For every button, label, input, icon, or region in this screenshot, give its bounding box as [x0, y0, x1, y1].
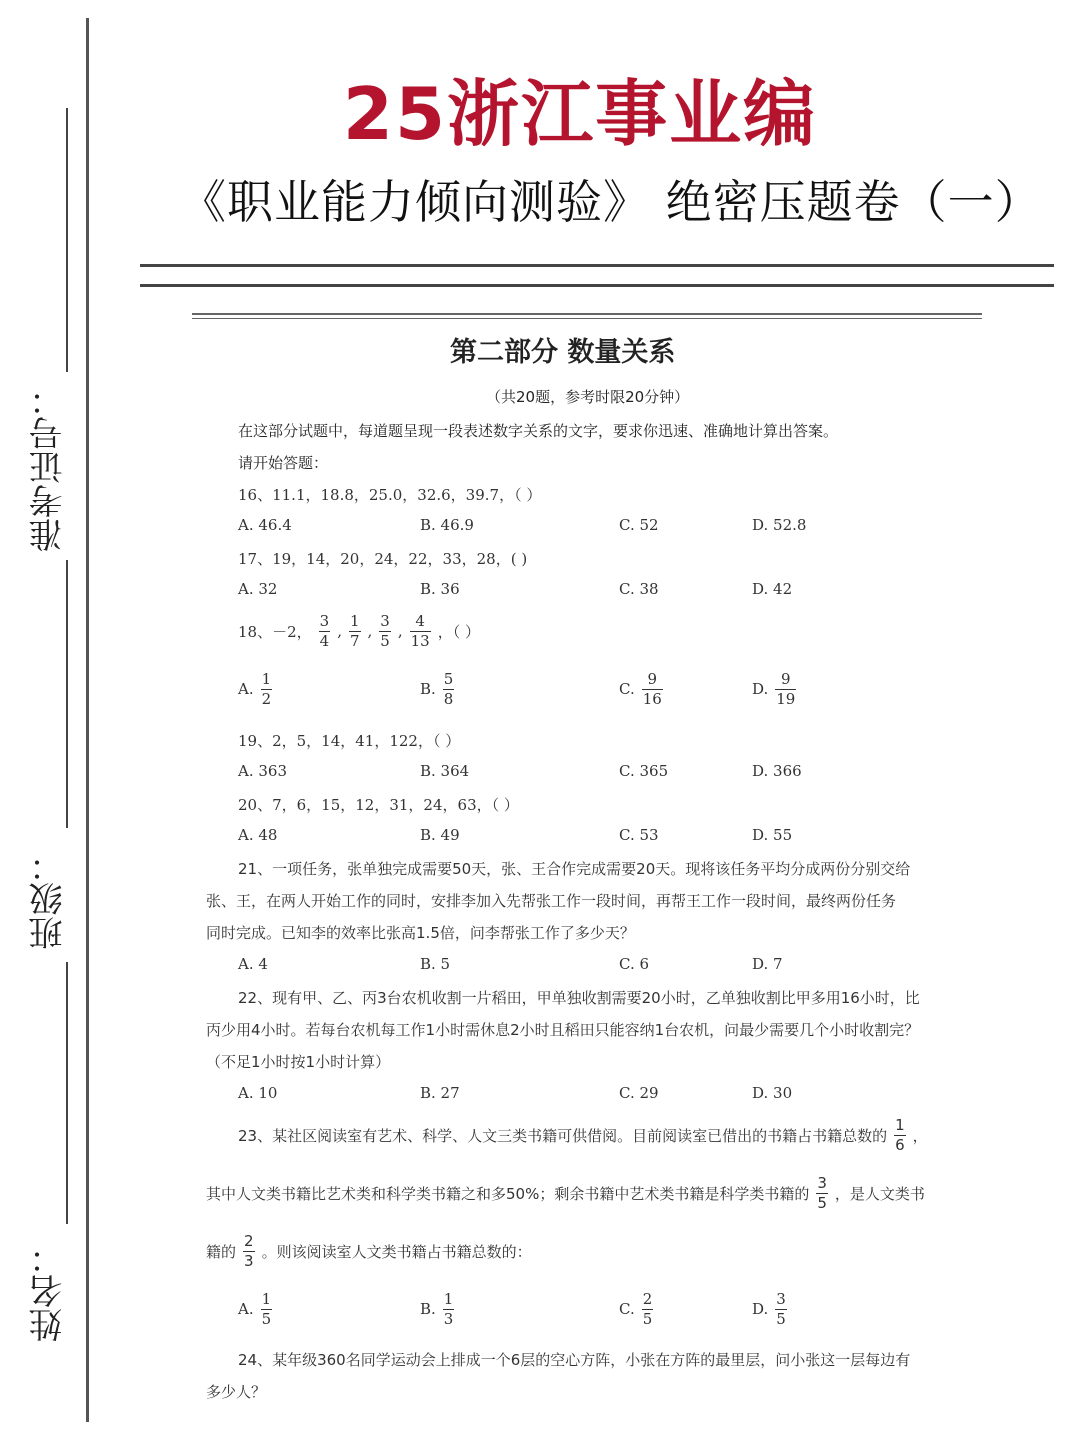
question-18-stem: 18、－2， $\frac{3}{4}$ , $\frac{1}{7}$ , $\frac{3}{5}$ , $\frac{4}{13}$ ，（ ） — [238, 612, 480, 650]
question-21-line-2: 张、王，在两人开始工作的同时，安排李加入先帮张工作一段时间，再帮王工作一段时间，最终两份任务 — [206, 892, 897, 910]
question-24-line-1: 24、某年级360名同学运动会上排成一个6层的空心方阵，小张在方阵的最里层，问小张这一层每边有 — [238, 1351, 911, 1369]
question-18-blank: ，（ ） — [437, 622, 480, 641]
question-16-stem: 16、11.1，18.8，25.0，32.6，39.7，（ ） — [238, 486, 542, 504]
start-text: 请开始答题： — [238, 454, 329, 472]
name-fill-line — [66, 962, 68, 1224]
question-19-option-c: C. 365 — [619, 762, 669, 780]
question-19-option-d: D. 366 — [752, 762, 802, 780]
question-23-line-2: 其中人文类书籍比艺术类和科学类书籍之和多50%；剩余书籍中艺术类书籍是科学类书籍的 $\frac{3}{5}$ ，是人文类书 — [206, 1174, 925, 1212]
question-22-option-b: B. 27 — [420, 1084, 460, 1102]
header-divider-top — [140, 264, 1054, 267]
question-23-fraction-1: $\frac{1}{6}$ — [895, 1116, 905, 1154]
page-title: 25浙江事业编 — [342, 72, 818, 156]
question-19-stem: 19、2，5，14，41，122，（ ） — [238, 732, 461, 750]
question-23-option-d: D. $\frac{3}{5}$ — [752, 1290, 786, 1328]
header-divider-bottom — [140, 284, 1054, 287]
exam-id-label: 准考证号： — [29, 382, 69, 552]
question-22-line-3: （不足1小时按1小时计算） — [206, 1053, 391, 1071]
question-22-line-1: 22、现有甲、乙、丙3台农机收割一片稻田，甲单独收割需要20小时，乙单独收割比甲多用16小时，比 — [238, 989, 920, 1007]
question-16-option-b: B. 46.9 — [420, 516, 474, 534]
document-top-rule — [192, 313, 982, 315]
question-23-option-b: B. $\frac{1}{3}$ — [420, 1290, 454, 1328]
question-21-line-3: 同时完成。已知李的效率比张高1.5倍，问李帮张工作了多少天？ — [206, 924, 635, 942]
question-18-term-1: $\frac{3}{4}$ — [319, 612, 330, 650]
question-20-option-d: D. 55 — [752, 826, 793, 844]
page-subtitle: 《职业能力倾向测验》 绝密压题卷（一） — [180, 175, 1042, 229]
question-22-line-2: 丙少用4小时。若每台农机每工作1小时需休息2小时且稻田只能容纳1台农机，问最少需要几个小时收割完？ — [206, 1021, 920, 1039]
question-18-term-4: $\frac{4}{13}$ — [410, 612, 430, 650]
question-18-term-3: $\frac{3}{5}$ — [380, 612, 390, 650]
name-label: 姓名： — [29, 1240, 69, 1342]
instruction-text: 在这部分试题中，每道题呈现一段表述数字关系的文字，要求你迅速、准确地计算出答案。 — [238, 422, 839, 440]
question-17-stem: 17、19，14，20，24，22，33，28，( ) — [238, 550, 528, 568]
question-20-option-b: B. 49 — [420, 826, 460, 844]
question-23-option-a: A. $\frac{1}{5}$ — [238, 1290, 272, 1328]
question-21-line-1: 21、一项任务，张单独完成需要50天，张、王合作完成需要20天。现将该任务平均分成两份分别交给 — [238, 860, 911, 878]
question-23-line-1: 23、某社区阅读室有艺术、科学、人文三类书籍可供借阅。目前阅读室已借出的书籍占书籍总数的 $\frac{1}{6}$ ， — [238, 1116, 928, 1154]
question-20-option-c: C. 53 — [619, 826, 659, 844]
question-18-option-a: A. $\frac{1}{2}$ — [238, 670, 272, 708]
section-title: 第二部分 数量关系 — [450, 337, 676, 368]
question-23-fraction-2: $\frac{3}{5}$ — [817, 1174, 827, 1212]
time-note: （共20题，参考时限20分钟） — [486, 388, 690, 406]
class-label: 班级： — [29, 848, 69, 950]
question-18-option-c: C. $\frac{9}{16}$ — [619, 670, 662, 708]
question-22-option-d: D. 30 — [752, 1084, 793, 1102]
question-22-option-a: A. 10 — [238, 1084, 278, 1102]
question-21-option-b: B. 5 — [420, 955, 451, 973]
question-22-option-c: C. 29 — [619, 1084, 659, 1102]
question-23-option-c: C. $\frac{2}{5}$ — [619, 1290, 653, 1328]
question-16-option-d: D. 52.8 — [752, 516, 807, 534]
question-18-term-2: $\frac{1}{7}$ — [349, 612, 360, 650]
question-16-option-a: A. 46.4 — [238, 516, 292, 534]
question-17-option-b: B. 36 — [420, 580, 460, 598]
question-18-option-b: B. $\frac{5}{8}$ — [420, 670, 454, 708]
question-17-option-d: D. 42 — [752, 580, 793, 598]
question-20-option-a: A. 48 — [238, 826, 278, 844]
class-fill-line — [66, 560, 68, 828]
question-19-option-a: A. 363 — [238, 762, 287, 780]
question-18-prefix: 18、－2， — [238, 622, 312, 641]
question-23-fraction-3: $\frac{2}{3}$ — [244, 1232, 254, 1270]
question-17-option-c: C. 38 — [619, 580, 659, 598]
binding-line — [86, 18, 89, 1422]
document-top-rule-thin — [192, 318, 982, 319]
question-19-option-b: B. 364 — [420, 762, 470, 780]
question-18-option-d: D. $\frac{9}{19}$ — [752, 670, 796, 708]
question-21-option-a: A. 4 — [238, 955, 268, 973]
question-16-option-c: C. 52 — [619, 516, 659, 534]
question-20-stem: 20、7，6，15，12，31，24，63，（ ） — [238, 796, 519, 814]
question-21-option-d: D. 7 — [752, 955, 783, 973]
question-24-line-2: 多少人？ — [206, 1383, 267, 1401]
question-23-line-3: 籍的 $\frac{2}{3}$ 。则该阅读室人文类书籍占书籍总数的： — [206, 1232, 532, 1270]
question-21-option-c: C. 6 — [619, 955, 650, 973]
question-17-option-a: A. 32 — [238, 580, 278, 598]
